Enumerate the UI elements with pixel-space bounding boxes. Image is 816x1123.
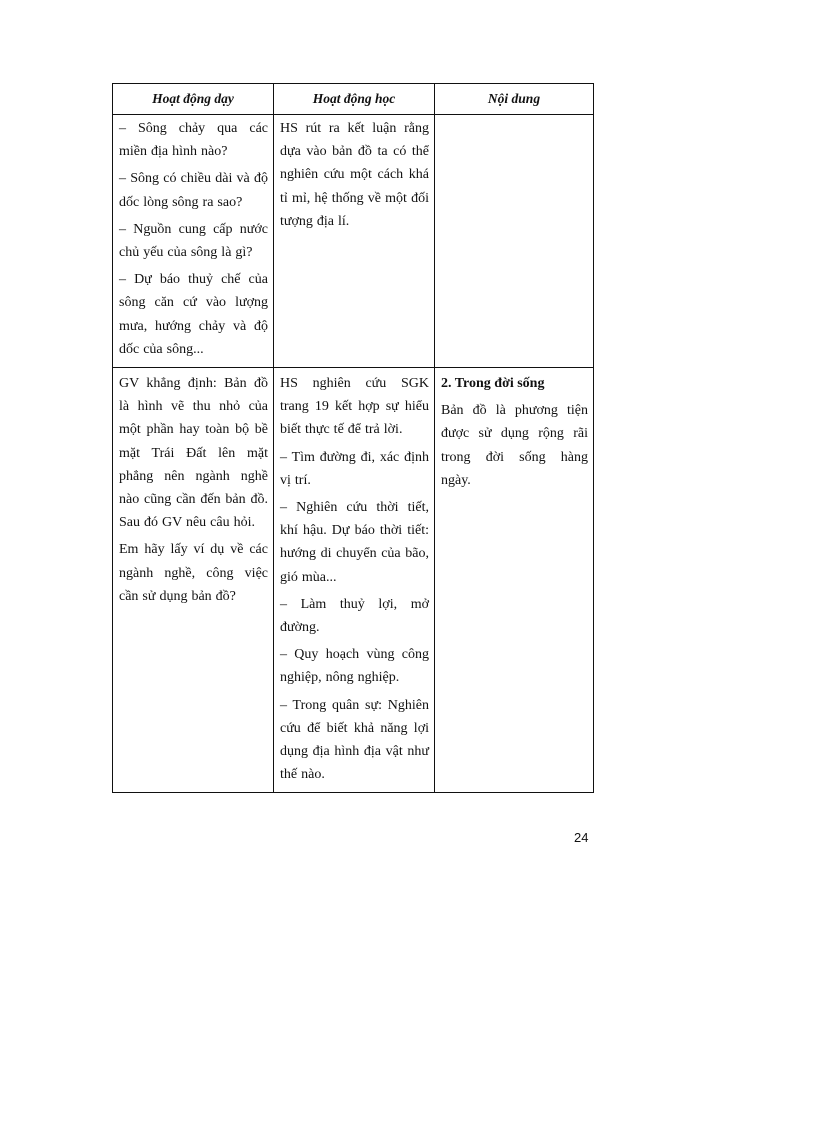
learning-answer: – Quy hoạch vùng công nghiệp, nông nghiệp. (280, 647, 429, 686)
teaching-cell (113, 368, 274, 793)
teaching-cell (113, 115, 274, 368)
learning-answer: – Tìm đường đi, xác định vị trí. (280, 449, 429, 488)
content-cell (435, 115, 594, 368)
teaching-statement: GV khẳng định: Bản đồ là hình vẽ thu nhỏ của một phần hay toàn bộ bề mặt Trái Đất lên mặt phẳng nên ngành nghề nào cũng cần đến bản đồ. Sau đó GV nêu câu hỏi. (119, 376, 268, 531)
table-row (113, 115, 594, 368)
teaching-question: – Sông chảy qua các miền địa hình nào? (119, 121, 268, 160)
content-section-heading: 2. Trong đời sống (441, 376, 545, 392)
teaching-question: Em hãy lấy ví dụ về các ngành nghề, công việc cần sử dụng bản đồ? (119, 542, 268, 604)
learning-answer: – Nghiên cứu thời tiết, khí hậu. Dự báo thời tiết: hướng di chuyển của bão, gió mùa... (280, 500, 429, 585)
lesson-activity-table (112, 83, 594, 793)
learning-answer: – Làm thuỷ lợi, mở đường. (280, 596, 429, 636)
header-content: Nội dung (435, 84, 594, 115)
learning-answer: HS rút ra kết luận rằng dựa vào bản đồ ta có thể nghiên cứu một cách khá tỉ mỉ, hệ thống về một đối tượng địa lí. (280, 121, 429, 229)
table-row (113, 368, 594, 793)
header-learning-activity: Hoạt động học (274, 84, 435, 115)
learning-answer: HS nghiên cứu SGK trang 19 kết hợp sự hiểu biết thực tế để trả lời. (280, 376, 429, 438)
learning-answer: – Trong quân sự: Nghiên cứu để biết khả năng lợi dụng địa hình địa vật như thế nào. (280, 697, 429, 783)
page-number: 24 (574, 830, 589, 845)
learning-cell (274, 115, 435, 368)
teaching-question: – Dự báo thuỷ chế của sông căn cứ vào lượng mưa, hướng chảy và độ dốc của sông... (119, 272, 268, 357)
teaching-question: – Nguồn cung cấp nước chủ yếu của sông là gì? (119, 221, 268, 261)
content-paragraph: Bản đồ là phương tiện được sử dụng rộng rãi trong đời sống hàng ngày. (441, 403, 588, 488)
table-header-row (113, 84, 594, 115)
learning-cell (274, 368, 435, 793)
header-teaching-activity: Hoạt động dạy (113, 84, 274, 115)
teaching-question: – Sông có chiều dài và độ dốc lòng sông ra sao? (119, 171, 268, 210)
content-cell (435, 368, 594, 793)
